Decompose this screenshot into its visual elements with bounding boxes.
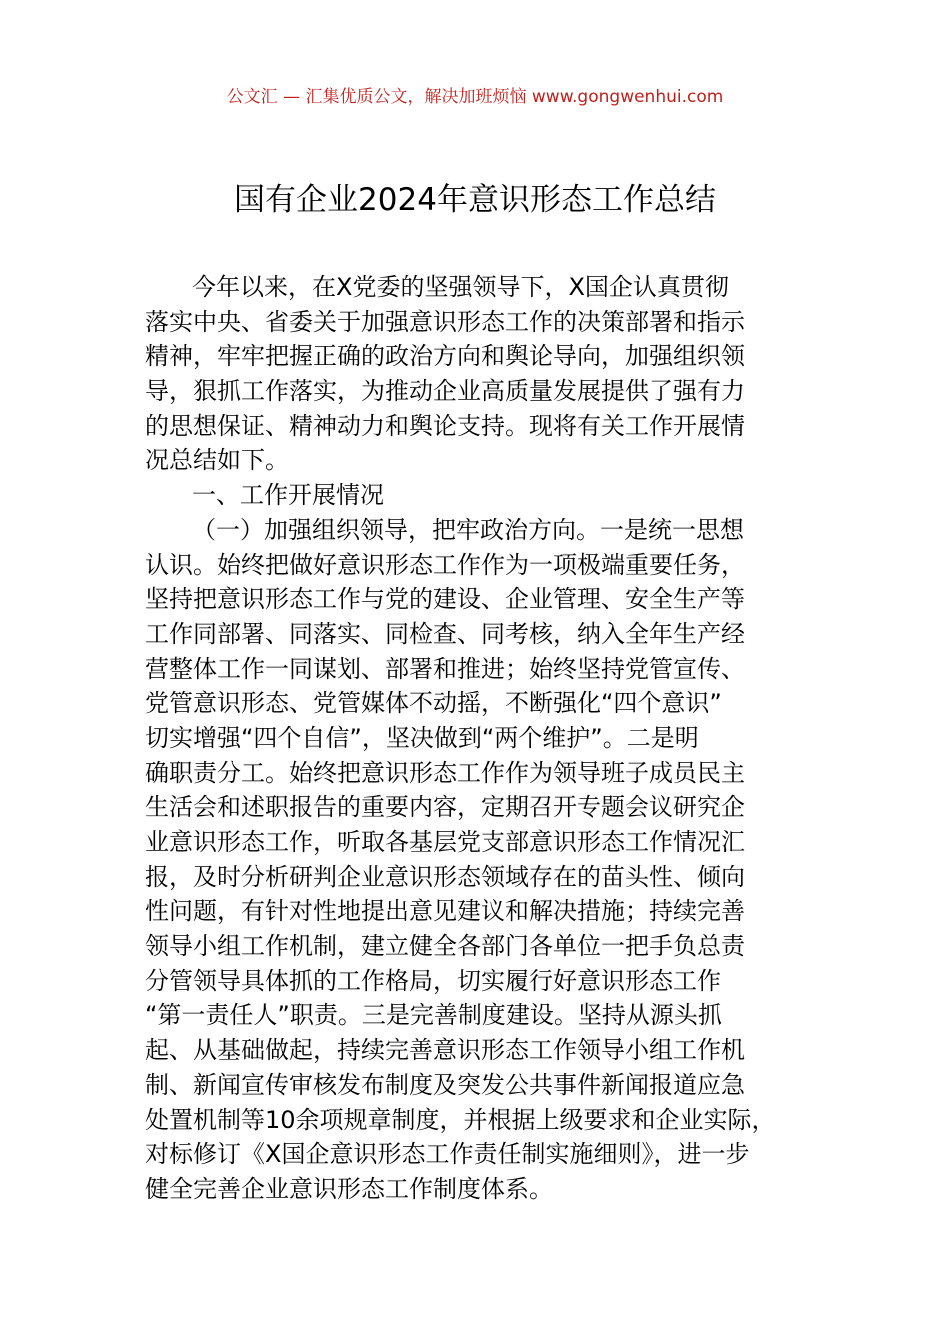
body-line: 对标修订《X国企意识形态工作责任制实施细则》，进一步	[145, 1140, 750, 1169]
body-line: 处置机制等10余项规章制度，并根据上级要求和企业实际，	[145, 1105, 776, 1134]
body-line: 健全完善企业意识形态工作制度体系。	[145, 1174, 553, 1203]
body-line: 认识。始终把做好意识形态工作作为一项极端重要任务，	[145, 550, 745, 579]
body-line: 领导小组工作机制，建立健全各部门各单位一把手负总责	[145, 932, 745, 961]
body-line: 分管领导具体抓的工作格局，切实履行好意识形态工作	[145, 966, 721, 995]
body-line: 制、新闻宣传审核发布制度及突发公共事件新闻报道应急	[145, 1070, 745, 1099]
body-line: 业意识形态工作，听取各基层党支部意识形态工作情况汇	[145, 828, 745, 856]
body-line: 的思想保证、精神动力和舆论支持。现将有关工作开展情	[145, 411, 745, 440]
body-line: 导，狠抓工作落实，为推动企业高质量发展提供了强有力	[145, 377, 745, 406]
body-line: 坚持把意识形态工作与党的建设、企业管理、安全生产等	[145, 585, 745, 614]
body-line: “第一责任人”职责。三是完善制度建设。坚持从源头抓	[145, 1001, 722, 1030]
body-line: 生活会和述职报告的重要内容，定期召开专题会议研究企	[145, 793, 745, 822]
body-line: 工作同部署、同落实、同检查、同考核，纳入全年生产经	[145, 619, 745, 648]
document-body	[145, 270, 815, 1207]
body-line: 党管意识形态、党管媒体不动摇，不断强化“四个意识”	[145, 689, 722, 718]
body-line: 报，及时分析研判企业意识形态领域存在的苗头性、倾向	[145, 862, 745, 891]
body-line: 今年以来，在X党委的坚强领导下，X国企认真贯彻	[192, 273, 729, 301]
body-line: 起、从基础做起，持续完善意识形态工作领导小组工作机	[145, 1036, 745, 1065]
body-line: 况总结如下。	[145, 446, 289, 475]
body-line: 确职责分工。始终把意识形态工作作为领导班子成员民主	[145, 758, 745, 787]
header-banner: 公文汇 — 汇集优质公文，解决加班烦恼 www.gongwenhui.com	[226, 87, 724, 107]
body-line: 落实中央、省委关于加强意识形态工作的决策部署和指示	[145, 307, 745, 336]
body-line: 切实增强“四个自信”，坚决做到“两个维护”。二是明	[145, 723, 699, 752]
body-line: （一）加强组织领导，把牢政治方向。一是统一思想	[192, 515, 744, 544]
body-line: 性问题，有针对性地提出意见建议和解决措施；持续完善	[145, 897, 745, 926]
section-heading: 一、工作开展情况	[192, 481, 384, 510]
body-line: 营整体工作一同谋划、部署和推进；始终坚持党管宣传、	[145, 654, 745, 683]
document-title: 国有企业2024年意识形态工作总结	[234, 182, 716, 218]
body-line: 精神，牢牢把握正确的政治方向和舆论导向，加强组织领	[145, 342, 745, 371]
